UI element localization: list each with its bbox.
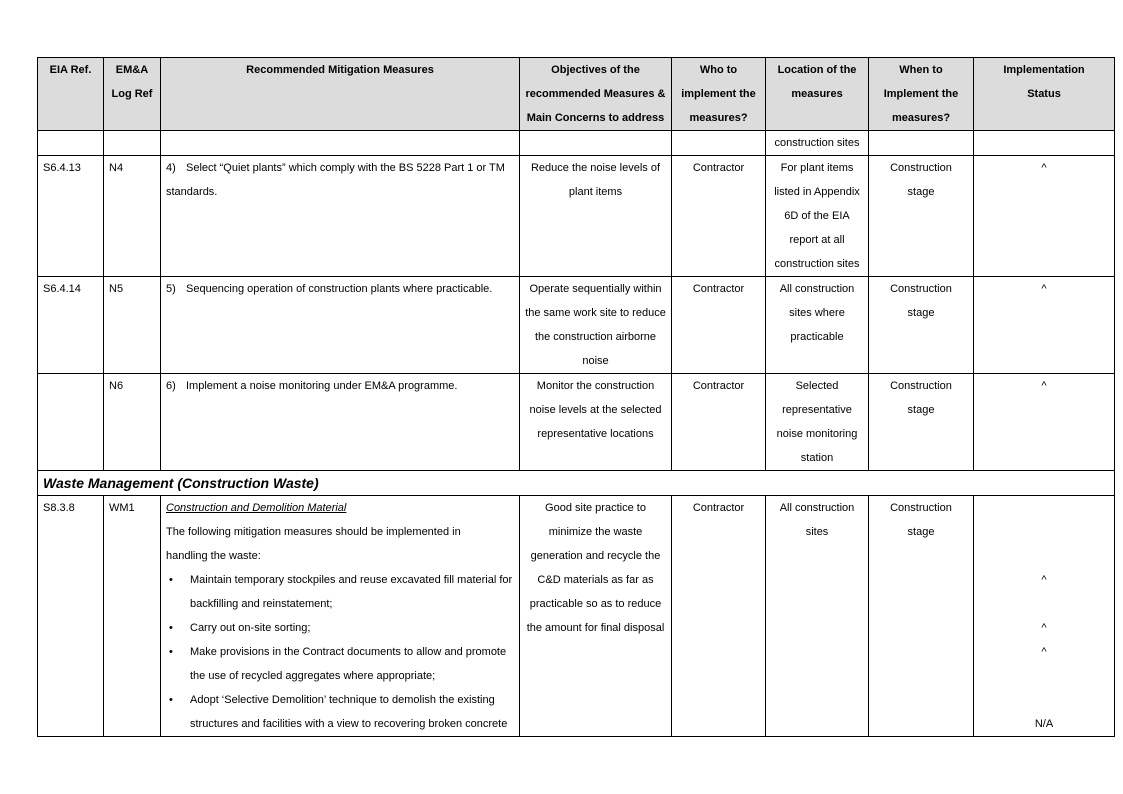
log-ref-cell: WM1 [104, 496, 161, 737]
location-cell: All construction sites [766, 496, 869, 737]
table-row [38, 496, 1115, 737]
who-cell: Contractor [672, 496, 766, 737]
location-cell: Selected representative noise monitoring station [766, 374, 869, 471]
mitigation-measures-table [37, 57, 1115, 737]
measure-cell: 6) Implement a noise monitoring under EM&A programme. [161, 374, 520, 471]
eia-ref-cell: S8.3.8 [38, 496, 104, 737]
section-title: Waste Management (Construction Waste) [38, 471, 1115, 496]
location-cell: For plant items listed in Appendix 6D of the EIA report at all construction sites [766, 156, 869, 277]
list-item: • Adopt ‘Selective Demolition’ technique to demolish the existing structures and facilities with a view to recovering broken concrete [166, 688, 514, 736]
list-item: • Carry out on-site sorting; [166, 616, 514, 640]
bullet-icon: • [169, 694, 173, 706]
bullet-icon: • [169, 574, 173, 586]
list-item: • Make provisions in the Contract documents to allow and promote the use of recycled aggregates where appropriate; [166, 640, 514, 688]
status-cell: ^ ^ ^ N/A [974, 496, 1115, 737]
eia-ref-cell: S6.4.14 [38, 277, 104, 374]
header-row [38, 58, 1115, 131]
bullet-icon: • [169, 622, 173, 634]
header-log-ref: EM&A Log Ref [104, 58, 161, 131]
measure-cell: Construction and Demolition Material The following mitigation measures should be implemented in handling the waste: • Maintain temporary stockpiles and reuse excavated fill material for backfilling and reinstatement; • Carry out on-site sorting; • Make provisions in the Contract documents to allow and promote the use of recycled aggregates where appropriate; • Adopt ‘Selective Demolition’ technique to demolish the existing structures and facilities with a view to recovering broken concrete [161, 496, 520, 737]
when-cell: Construction stage [869, 156, 974, 277]
log-ref-cell: N5 [104, 277, 161, 374]
eia-ref-cell [38, 374, 104, 471]
header-location: Location of the measures [766, 58, 869, 131]
who-cell: Contractor [672, 277, 766, 374]
objective-cell: Good site practice to minimize the waste generation and recycle the C&D materials as far as practicable so as to reduce the amount for final disposal [520, 496, 672, 737]
header-who: Who to implement the measures? [672, 58, 766, 131]
header-measures: Recommended Mitigation Measures [161, 58, 520, 131]
measure-cell: 5) Sequencing operation of construction plants where practicable. [161, 277, 520, 374]
when-cell: Construction stage [869, 374, 974, 471]
who-cell: Contractor [672, 374, 766, 471]
who-cell: Contractor [672, 156, 766, 277]
location-cell: All construction sites where practicable [766, 277, 869, 374]
status-cell: ^ [974, 277, 1115, 374]
status-cell: ^ [974, 374, 1115, 471]
measure-heading: Construction and Demolition Material [166, 502, 347, 514]
list-item: • Maintain temporary stockpiles and reuse excavated fill material for backfilling and reinstatement; [166, 568, 514, 616]
location-cell: construction sites [766, 131, 869, 156]
table-row [38, 277, 1115, 374]
header-eia-ref: EIA Ref. [38, 58, 104, 131]
objective-cell: Operate sequentially within the same work site to reduce the construction airborne noise [520, 277, 672, 374]
objective-cell: Reduce the noise levels of plant items [520, 156, 672, 277]
header-objectives: Objectives of the recommended Measures & Main Concerns to address [520, 58, 672, 131]
log-ref-cell: N4 [104, 156, 161, 277]
objective-cell: Monitor the construction noise levels at the selected representative locations [520, 374, 672, 471]
section-row [38, 471, 1115, 496]
table-row [38, 156, 1115, 277]
measure-cell: 4) Select “Quiet plants” which comply with the BS 5228 Part 1 or TM standards. [161, 156, 520, 277]
header-when: When to Implement the measures? [869, 58, 974, 131]
header-status: Implementation Status [974, 58, 1115, 131]
table-row [38, 374, 1115, 471]
when-cell: Construction stage [869, 277, 974, 374]
eia-ref-cell: S6.4.13 [38, 156, 104, 277]
when-cell: Construction stage [869, 496, 974, 737]
log-ref-cell: N6 [104, 374, 161, 471]
status-cell: ^ [974, 156, 1115, 277]
table-row-continued [38, 131, 1115, 156]
bullet-icon: • [169, 646, 173, 658]
